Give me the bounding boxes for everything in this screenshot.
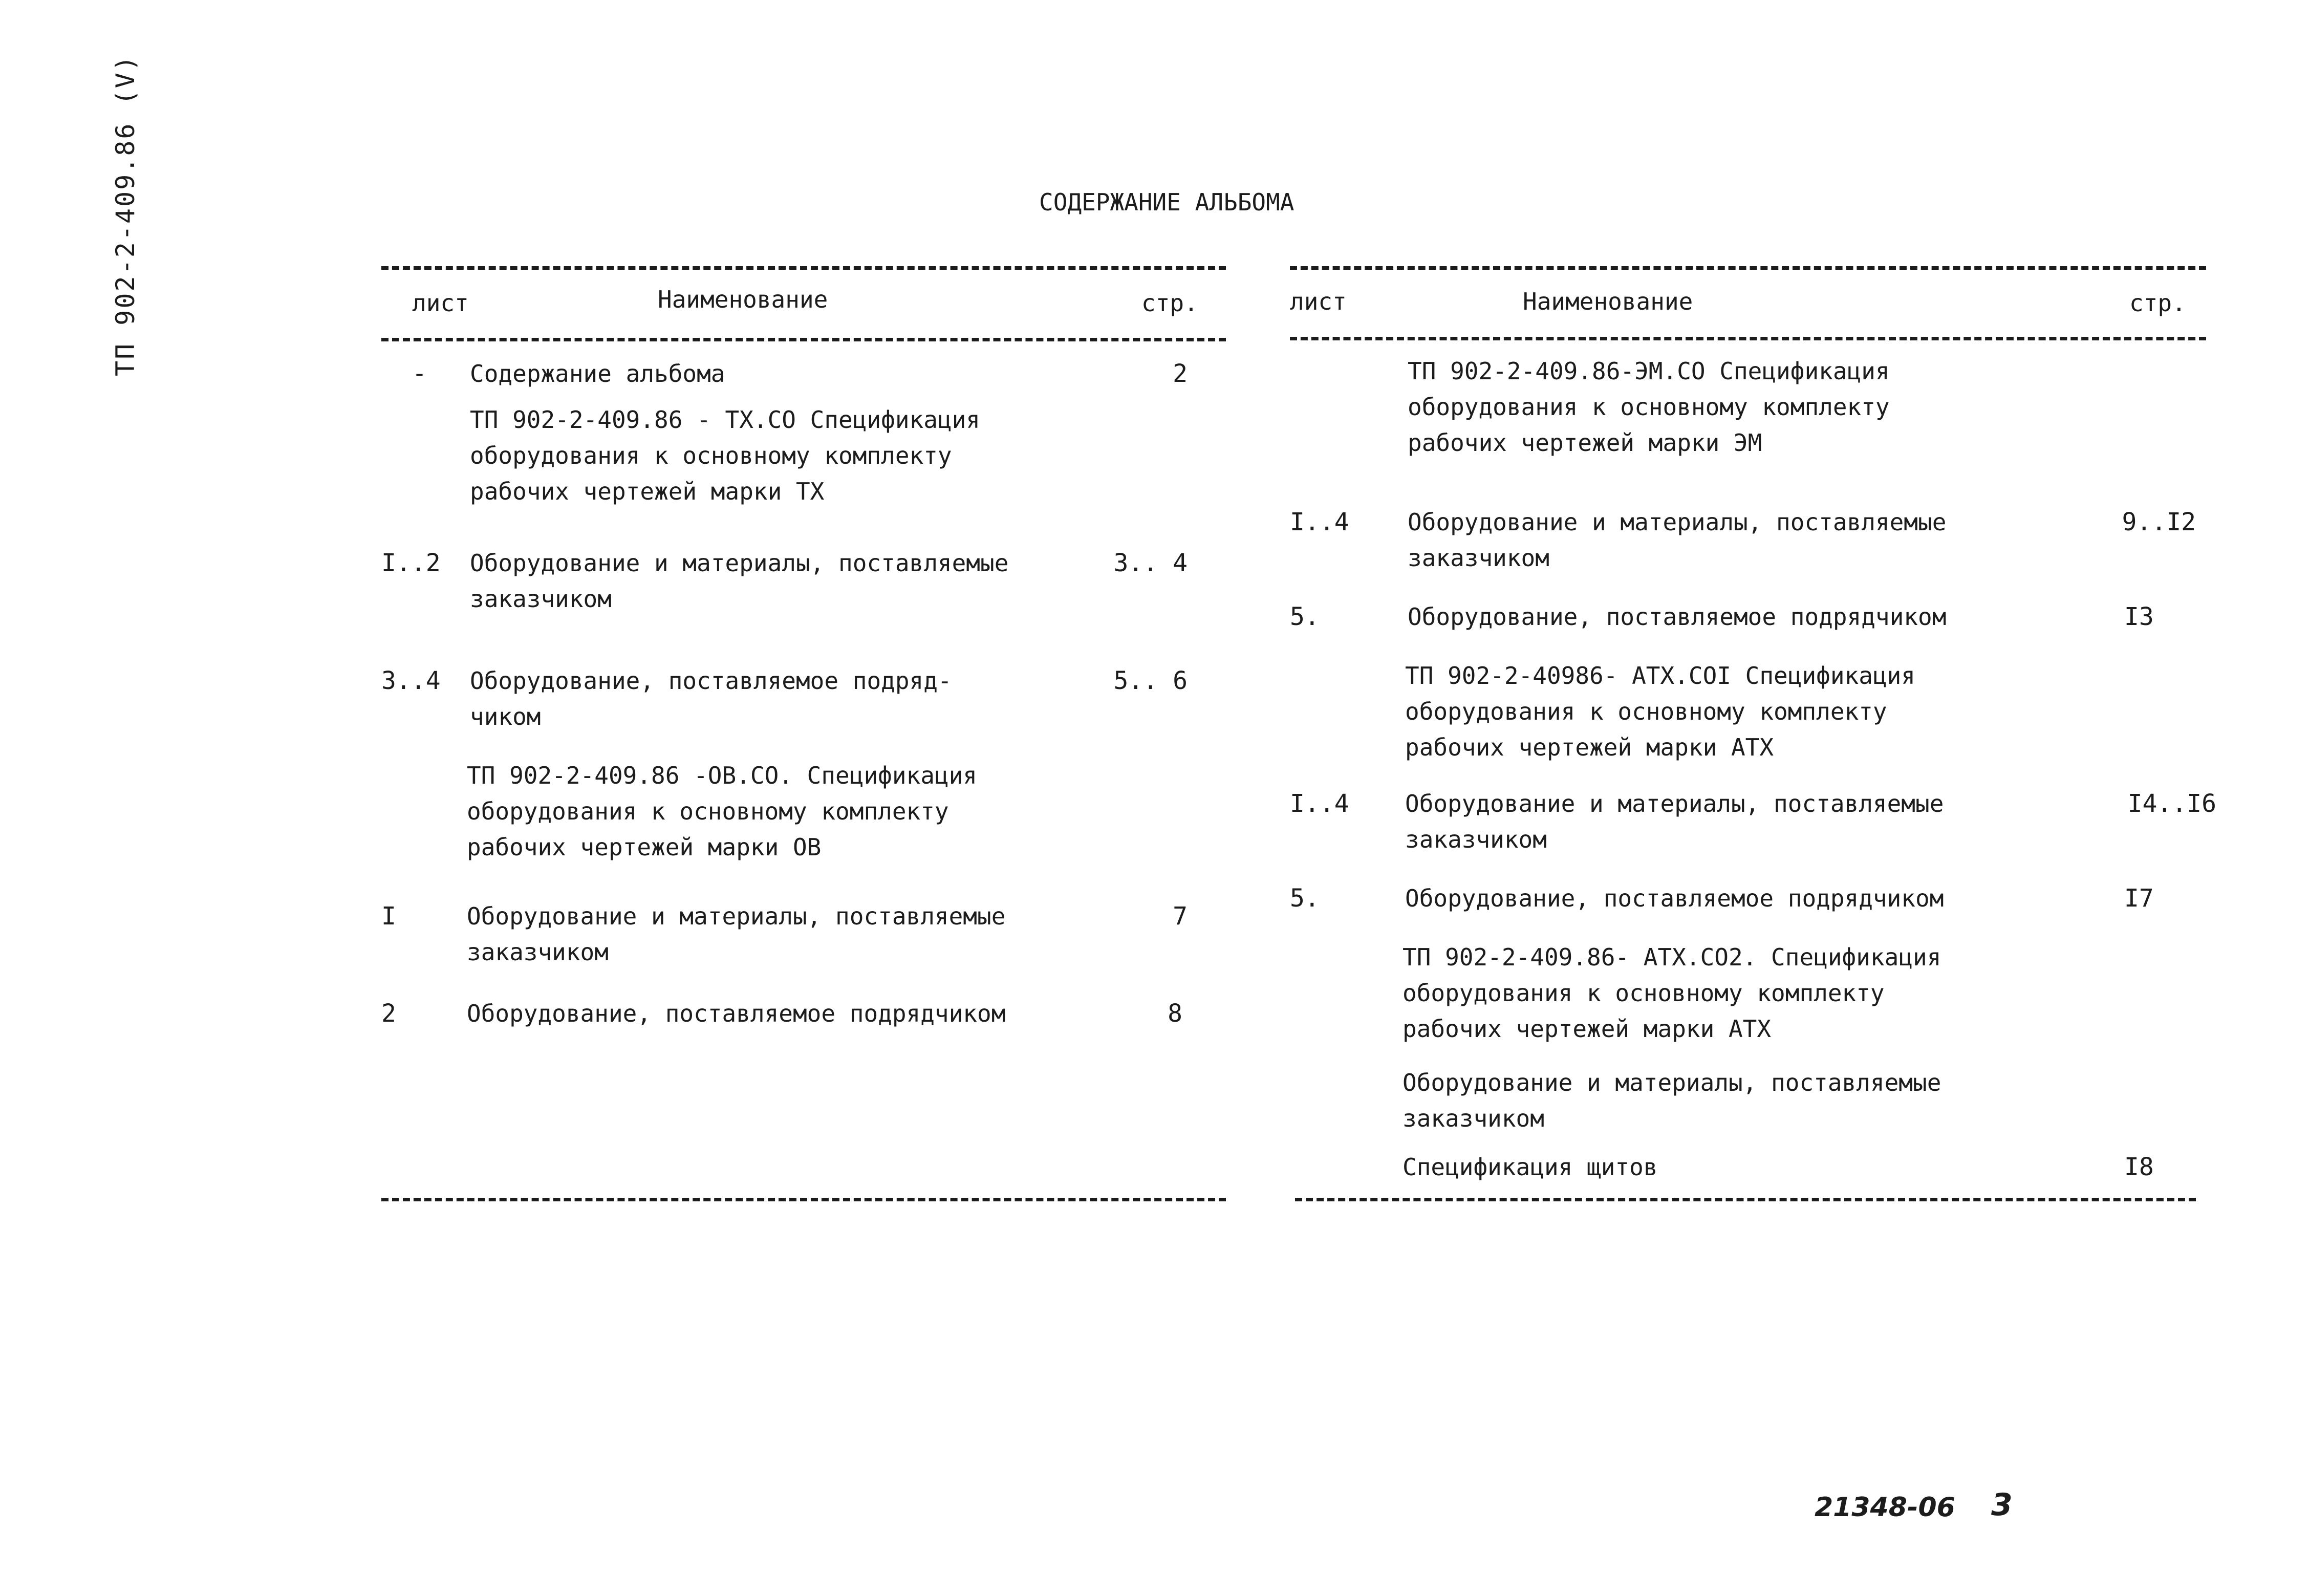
right-table-top-rule [1290,266,2206,270]
right-header-sheet: лист [1290,288,1347,315]
right-row-sheet: I..4 [1290,789,1349,818]
right-row-sheet: I..4 [1290,508,1349,536]
left-row-sheet: 3..4 [381,666,441,695]
right-table-bottom-rule [1295,1198,2196,1201]
left-row-page: 8 [1168,999,1182,1028]
left-row-name: ТП 902-2-409.86 -ОВ.СО. Спецификация оборудования к основному комплекту рабочих чертежей марки ОВ [467,762,977,861]
left-row-page: 3.. 4 [1113,549,1188,577]
right-row-name: Спецификация щитов [1402,1153,1658,1181]
left-row-name: ТП 902-2-409.86 - ТХ.СО Спецификация оборудования к основному комплекту рабочих чертежей марки ТХ [470,406,980,505]
left-table-bottom-rule [381,1198,1226,1201]
left-row-sheet: - [412,359,427,388]
right-header-page: стр. [2129,289,2186,317]
right-row-sheet: 5. [1290,602,1320,631]
right-row-page: 9..I2 [2122,508,2196,536]
right-row-page: I7 [2124,884,2154,913]
left-table-header-rule [381,338,1226,341]
right-row-name: ТП 902-2-409.86- АТХ.СО2. Спецификация оборудования к основному комплекту рабочих чертежей марки АТХ [1402,943,1941,1043]
album-contents-title: СОДЕРЖАНИЕ АЛЬБОМА [1039,188,1294,216]
right-row-page: I8 [2124,1153,2154,1181]
left-row-name: Оборудование и материалы, поставляемые заказчиком [470,549,1009,613]
right-row-name: ТП 902-2-40986- АТХ.СОI Спецификация оборудования к основному комплекту рабочих чертежей марки АТХ [1405,662,1915,761]
right-row-name: Оборудование и материалы, поставляемые заказчиком [1405,790,1944,853]
left-row-name: Оборудование и материалы, поставляемые заказчиком [467,902,1006,966]
right-row-page: I4..I6 [2127,789,2216,818]
right-row-name: Оборудование и материалы, поставляемые заказчиком [1402,1069,1941,1132]
left-row-page: 5.. 6 [1113,666,1188,695]
left-row-sheet: I..2 [381,549,441,577]
footer-page-number: 3 [1991,1487,2013,1523]
right-row-name: Оборудование, поставляемое подрядчиком [1408,603,1947,631]
right-table-header-rule [1290,337,2206,340]
left-header-sheet: лист [412,289,469,317]
left-row-page: 2 [1173,359,1188,388]
footer-document-code: 21348-06 [1815,1492,1955,1523]
right-row-name: Оборудование и материалы, поставляемые заказчиком [1408,508,1947,572]
right-header-name: Наименование [1523,288,1693,315]
left-header-name: Наименование [658,286,828,313]
left-row-name: Оборудование, поставляемое подрядчиком [467,1000,1006,1027]
left-row-name: Содержание альбома [470,360,725,387]
left-row-sheet: 2 [381,999,396,1028]
left-table-top-rule [381,266,1226,270]
right-row-name: Оборудование, поставляемое подрядчиком [1405,885,1944,912]
left-header-page: стр. [1141,289,1198,317]
right-row-name: ТП 902-2-409.86-ЭМ.СО Спецификация оборудования к основному комплекту рабочих чертежей марки ЭМ [1408,357,1890,457]
left-row-sheet: I [381,902,396,931]
right-row-page: I3 [2124,602,2154,631]
right-row-sheet: 5. [1290,884,1320,913]
document-side-code: ТП 902-2-409.86 (V) [111,54,140,376]
left-row-name: Оборудование, поставляемое подряд- чиком [470,667,952,730]
left-row-page: 7 [1173,902,1188,931]
